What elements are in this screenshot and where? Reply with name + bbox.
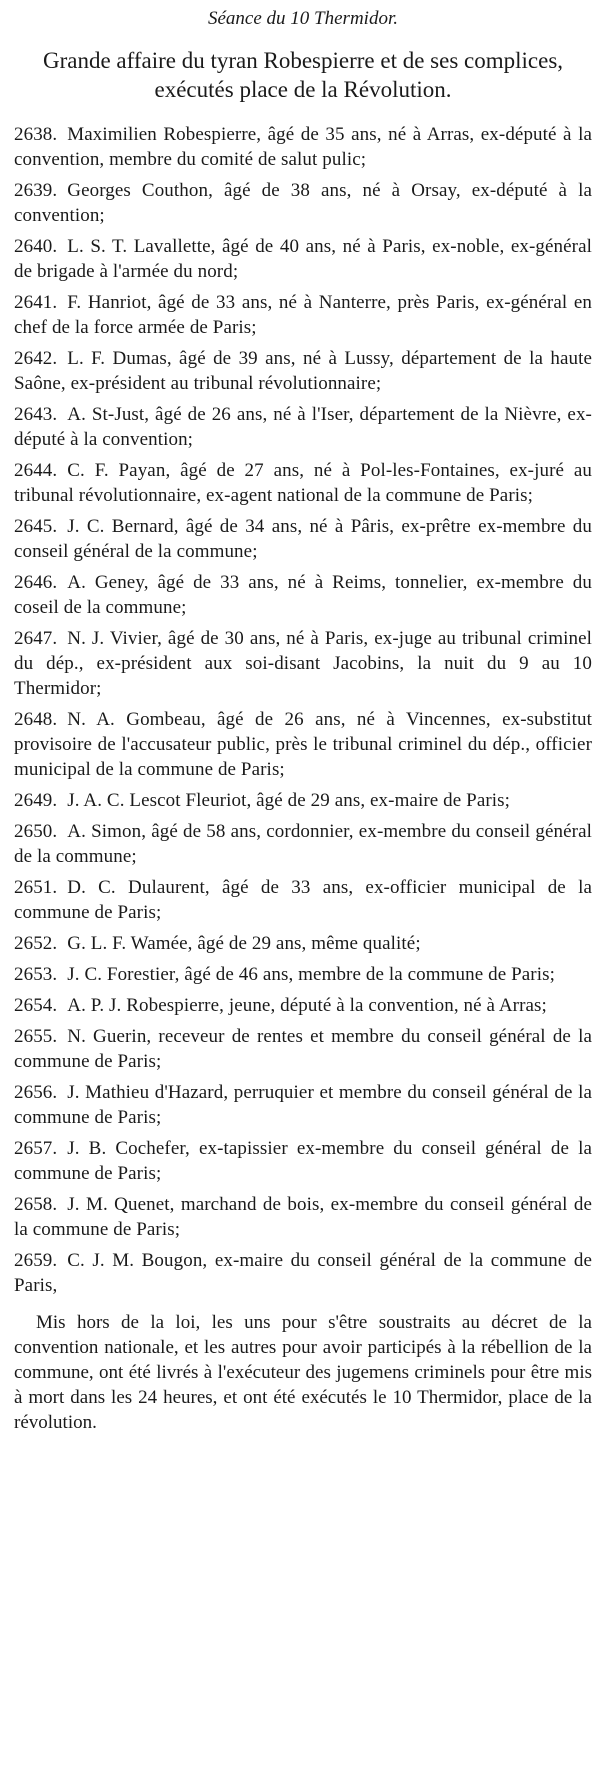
list-item (14, 707, 592, 782)
document-page (14, 6, 592, 1770)
entry-text: J. C. Forestier, âgé de 46 ans, membre de la commune de Paris; (67, 964, 555, 985)
entry-number: 2656. (14, 1082, 58, 1103)
entry-number: 2652. (14, 933, 58, 954)
list-item (14, 788, 592, 813)
list-item (14, 626, 592, 701)
entry-text: J. B. Cochefer, ex-tapissier ex-membre du conseil général de la commune de Paris; (14, 1138, 592, 1184)
entry-number: 2642. (14, 348, 58, 369)
entry-number: 2650. (14, 821, 58, 842)
entry-text: F. Hanriot, âgé de 33 ans, né à Nanterre, près Paris, ex-général en chef de la force armée de Paris; (14, 292, 592, 338)
entry-text: N. A. Gombeau, âgé de 26 ans, né à Vincennes, ex-substitut provisoire de l'accusateur public, près le tribunal criminel du dép., officier municipal de la commune de Paris; (14, 709, 592, 780)
entry-number: 2646. (14, 572, 58, 593)
entry-number: 2649. (14, 790, 58, 811)
entry-text: L. F. Dumas, âgé de 39 ans, né à Lussy, département de la haute Saône, ex-président au tribunal révolutionnaire; (14, 348, 592, 394)
entry-text: A. P. J. Robespierre, jeune, député à la convention, né à Arras; (67, 995, 547, 1016)
entry-text: Maximilien Robespierre, âgé de 35 ans, né à Arras, ex-député à la convention, membre du comité de salut pulic; (14, 124, 592, 170)
list-item (14, 122, 592, 172)
page-title: Grande affaire du tyran Robespierre et de ses complices, exécutés place de la Révolution. (42, 48, 564, 102)
list-item (14, 1136, 592, 1186)
entry-number: 2643. (14, 404, 58, 425)
entry-text: J. Mathieu d'Hazard, perruquier et membre du conseil général de la commune de Paris; (14, 1082, 592, 1128)
entry-number: 2644. (14, 460, 58, 481)
entry-text: J. M. Quenet, marchand de bois, ex-membre du conseil général de la commune de Paris; (14, 1194, 592, 1240)
list-item (14, 458, 592, 508)
list-item (14, 819, 592, 869)
closing-paragraph: Mis hors de la loi, les uns pour s'être soustraits au décret de la convention nationale, et les autres pour avoir participés à la rébellion de la commune, ont été livrés à l'exécuteur des jugemens criminels pour être mis à mort dans les 24 heures, et ont été exécutés le 10 Thermidor, place de la révolution. (14, 1312, 592, 1433)
entry-text: A. Simon, âgé de 58 ans, cordonnier, ex-membre du conseil général de la commune; (14, 821, 592, 867)
entry-number: 2640. (14, 236, 58, 257)
entry-text: Georges Couthon, âgé de 38 ans, né à Orsay, ex-député à la convention; (14, 180, 592, 226)
entry-text: J. C. Bernard, âgé de 34 ans, né à Pâris, ex-prêtre ex-membre du conseil général de la commune; (14, 516, 592, 562)
list-item (14, 402, 592, 452)
entry-number: 2655. (14, 1026, 58, 1047)
entry-number: 2645. (14, 516, 58, 537)
entry-number: 2659. (14, 1250, 58, 1271)
entry-text: N. J. Vivier, âgé de 30 ans, né à Paris, ex-juge au tribunal criminel du dép., ex-président aux soi-disant Jacobins, la nuit du 9 au 10 Thermidor; (14, 628, 592, 699)
list-item (14, 1192, 592, 1242)
entry-text: A. Geney, âgé de 33 ans, né à Reims, tonnelier, ex-membre du coseil de la commune; (14, 572, 592, 618)
list-item (14, 346, 592, 396)
list-item (14, 931, 592, 956)
list-item (14, 290, 592, 340)
entry-number: 2658. (14, 1194, 58, 1215)
list-item (14, 993, 592, 1018)
list-item (14, 1248, 592, 1298)
running-head: Séance du 10 Thermidor. (208, 8, 398, 29)
entry-number: 2638. (14, 124, 58, 145)
list-item (14, 570, 592, 620)
entry-text: C. F. Payan, âgé de 27 ans, né à Pol-les-Fontaines, ex-juré au tribunal révolutionnaire, ex-agent national de la commune de Paris; (14, 460, 592, 506)
entry-number: 2651. (14, 877, 58, 898)
entry-number: 2654. (14, 995, 58, 1016)
entry-text: G. L. F. Wamée, âgé de 29 ans, même qualité; (67, 933, 421, 954)
entry-number: 2641. (14, 292, 58, 313)
entry-number: 2647. (14, 628, 58, 649)
entry-number: 2657. (14, 1138, 58, 1159)
entry-text: J. A. C. Lescot Fleuriot, âgé de 29 ans, ex-maire de Paris; (67, 790, 511, 811)
entry-text: L. S. T. Lavallette, âgé de 40 ans, né à Paris, ex-noble, ex-général de brigade à l'armée du nord; (14, 236, 592, 282)
entry-number: 2639. (14, 180, 58, 201)
entry-number: 2653. (14, 964, 58, 985)
list-item (14, 514, 592, 564)
list-item (14, 1024, 592, 1074)
entry-list (14, 122, 592, 1298)
list-item (14, 234, 592, 284)
list-item (14, 1080, 592, 1130)
entry-text: N. Guerin, receveur de rentes et membre du conseil général de la commune de Paris; (14, 1026, 592, 1072)
entry-text: A. St-Just, âgé de 26 ans, né à l'Iser, département de la Nièvre, ex-député à la convention; (14, 404, 592, 450)
entry-text: C. J. M. Bougon, ex-maire du conseil général de la commune de Paris, (14, 1250, 592, 1296)
list-item (14, 178, 592, 228)
entry-text: D. C. Dulaurent, âgé de 33 ans, ex-officier municipal de la commune de Paris; (14, 877, 592, 923)
entry-number: 2648. (14, 709, 58, 730)
list-item (14, 875, 592, 925)
list-item (14, 962, 592, 987)
